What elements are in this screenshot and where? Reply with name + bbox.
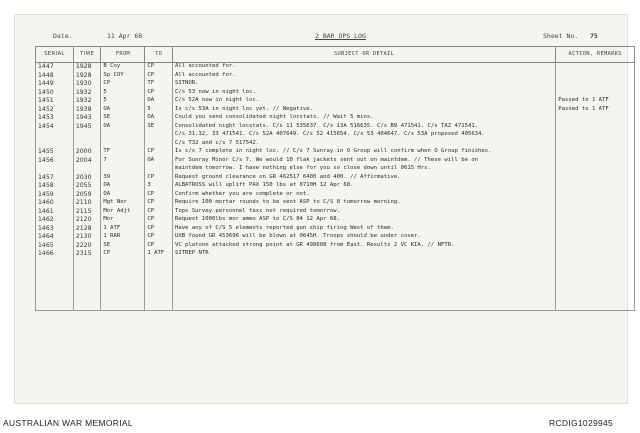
subject-cell: Could you send consolidated night locstats. // Wait 5 mins. — [172, 114, 555, 123]
table-row — [36, 165, 635, 174]
from-cell: SE — [101, 114, 145, 123]
empty-cell — [172, 284, 555, 293]
serial-cell: 1452 — [36, 106, 74, 115]
table-row — [36, 80, 635, 89]
from-cell: 1 RAR — [101, 233, 145, 242]
footer-id: RCDIG1029945 — [549, 418, 614, 428]
table-row — [36, 123, 635, 132]
serial-cell: 1449 — [36, 80, 74, 89]
ops-log-table — [35, 46, 635, 311]
table-row — [36, 148, 635, 157]
subject-cell: maintdem tomorrow. I have nothing else for you so close down until 0615 Hrs. — [172, 165, 555, 174]
serial-cell: 1450 — [36, 89, 74, 98]
empty-cell — [172, 267, 555, 276]
from-cell: Mor Adjt — [101, 208, 145, 217]
table-row — [36, 174, 635, 183]
empty-cell — [36, 284, 74, 293]
to-cell: CP — [145, 72, 173, 81]
action-cell — [556, 242, 635, 251]
log-title: 2 BAR OPS LOG — [315, 32, 366, 40]
subject-cell: C/s 52A now in night loc. — [172, 97, 555, 106]
empty-cell — [145, 276, 173, 285]
table-row — [36, 106, 635, 115]
to-cell — [145, 131, 173, 140]
table-row — [36, 89, 635, 98]
action-cell — [556, 233, 635, 242]
serial-cell: 1453 — [36, 114, 74, 123]
empty-cell — [556, 284, 635, 293]
log-sheet — [14, 14, 628, 404]
action-cell — [556, 208, 635, 217]
action-cell: Passed to 1 ATF — [556, 97, 635, 106]
from-cell: OA — [101, 123, 145, 132]
from-cell: 39 — [101, 174, 145, 183]
to-cell: 5 — [145, 106, 173, 115]
table-row — [36, 63, 635, 72]
subject-cell: Is c/s 53A in night loc yet. // Negative. — [172, 106, 555, 115]
empty-row — [36, 267, 635, 276]
time-cell: 2004 — [73, 157, 101, 166]
to-cell: CP — [145, 208, 173, 217]
empty-cell — [556, 276, 635, 285]
footer-credit: AUSTRALIAN WAR MEMORIAL — [3, 418, 133, 428]
date-label: Date. — [53, 32, 73, 40]
action-cell — [556, 199, 635, 208]
subject-cell: Is c/s 7 complete in night loc. // C/s 7 Sunray in O Group will confirm when O Group finishes. — [172, 148, 555, 157]
table-header-row — [36, 47, 635, 63]
to-cell: CP — [145, 225, 173, 234]
to-cell: CP — [145, 199, 173, 208]
serial-cell: 1458 — [36, 182, 74, 191]
to-cell: CP — [145, 148, 173, 157]
action-cell — [556, 157, 635, 166]
serial-cell: 1461 — [36, 208, 74, 217]
serial-cell: 1459 — [36, 191, 74, 200]
action-cell — [556, 148, 635, 157]
time-cell: 2115 — [73, 208, 101, 217]
subject-cell: Tops Survey personnel taxx not required tomorrow. — [172, 208, 555, 217]
sheet-value: 75 — [590, 32, 598, 40]
time-cell: 2030 — [73, 174, 101, 183]
action-cell — [556, 225, 635, 234]
date-value: 11 Apr 68 — [107, 32, 143, 40]
subject-cell: C/s 53 now in night loc. — [172, 89, 555, 98]
empty-cell — [73, 293, 101, 302]
to-cell: CP — [145, 63, 173, 72]
col-action: ACTION, REMARKS — [556, 47, 635, 63]
subject-cell: All accounted for. — [172, 63, 555, 72]
from-cell: OA — [101, 191, 145, 200]
action-cell — [556, 63, 635, 72]
serial-cell: 1447 — [36, 63, 74, 72]
table-row — [36, 208, 635, 217]
empty-cell — [172, 259, 555, 268]
subject-cell: Confirm whether you are complete or not. — [172, 191, 555, 200]
table-row — [36, 191, 635, 200]
table-row — [36, 114, 635, 123]
empty-cell — [172, 293, 555, 302]
serial-cell: 1463 — [36, 225, 74, 234]
from-cell: OA — [101, 106, 145, 115]
serial-cell: 1457 — [36, 174, 74, 183]
subject-cell: C/s 31,32, 33 471541. C/s 52A 407649. C/s 52 415654. C/s 53 404647. C/s 53A proposed 405634. — [172, 131, 555, 140]
time-cell: 2220 — [73, 242, 101, 251]
subject-cell: UXB found GR 453696 will be blown at 0645H. Troops should be under cover. — [172, 233, 555, 242]
empty-cell — [145, 284, 173, 293]
table-row — [36, 199, 635, 208]
subject-cell: All accounted for. — [172, 72, 555, 81]
empty-cell — [101, 293, 145, 302]
empty-cell — [36, 267, 74, 276]
subject-cell: For Sunray Minor C/s 7. We would 10 flak jackets sent out on maintdem. // These will be on — [172, 157, 555, 166]
time-cell: 2120 — [73, 216, 101, 225]
to-cell: CP — [145, 216, 173, 225]
subject-cell: Request ground clearance on GR 462517 6400 and 400. // Affirmative. — [172, 174, 555, 183]
empty-cell — [36, 276, 74, 285]
empty-cell — [172, 276, 555, 285]
empty-row — [36, 284, 635, 293]
from-cell — [101, 140, 145, 149]
table-row — [36, 182, 635, 191]
time-cell: 1938 — [73, 106, 101, 115]
col-to: TO — [145, 47, 173, 63]
action-cell — [556, 191, 635, 200]
empty-cell — [36, 301, 74, 310]
time-cell: 1930 — [73, 80, 101, 89]
empty-cell — [172, 301, 555, 310]
from-cell: CP — [101, 80, 145, 89]
empty-cell — [101, 259, 145, 268]
from-cell: 7 — [101, 157, 145, 166]
to-cell: OA — [145, 97, 173, 106]
serial-cell: 1454 — [36, 123, 74, 132]
to-cell: CP — [145, 89, 173, 98]
empty-cell — [36, 259, 74, 268]
action-cell — [556, 216, 635, 225]
time-cell: 1932 — [73, 89, 101, 98]
subject-cell: Have any of C/S 5 elements reported gun ship firing West of them. — [172, 225, 555, 234]
subject-cell: ALBATROSS will uplift PAX 150 lbs at 0710H 12 Apr 68. — [172, 182, 555, 191]
table-row — [36, 225, 635, 234]
serial-cell — [36, 131, 74, 140]
empty-cell — [556, 259, 635, 268]
action-cell — [556, 165, 635, 174]
to-cell — [145, 140, 173, 149]
empty-cell — [73, 259, 101, 268]
subject-cell: Require 100 mortar rounds to be sent ASP to C/S 8 tomorrow morning. — [172, 199, 555, 208]
table-row — [36, 242, 635, 251]
table-row — [36, 233, 635, 242]
time-cell: 1945 — [73, 123, 101, 132]
from-cell: 5 — [101, 89, 145, 98]
empty-cell — [145, 301, 173, 310]
empty-row — [36, 259, 635, 268]
col-time: TIME — [73, 47, 101, 63]
from-cell: 1 ATF — [101, 225, 145, 234]
subject-cell: Consolidated night locstats. C/s 11 535637. C/s 13A 516635. C/s B9 471541. C/s TAZ 471541. — [172, 123, 555, 132]
from-cell: Mgt Nor — [101, 199, 145, 208]
to-cell: CP — [145, 242, 173, 251]
time-cell: 2000 — [73, 148, 101, 157]
table-row — [36, 250, 635, 259]
empty-row — [36, 276, 635, 285]
time-cell: 2059 — [73, 191, 101, 200]
serial-cell: 1460 — [36, 199, 74, 208]
action-cell — [556, 89, 635, 98]
empty-cell — [101, 276, 145, 285]
table-body — [36, 63, 635, 311]
serial-cell: 1466 — [36, 250, 74, 259]
time-cell: 2128 — [73, 225, 101, 234]
time-cell: 2110 — [73, 199, 101, 208]
time-cell — [73, 131, 101, 140]
to-cell: SE — [145, 123, 173, 132]
to-cell: CP — [145, 174, 173, 183]
action-cell — [556, 182, 635, 191]
time-cell: 1928 — [73, 72, 101, 81]
from-cell: CP — [101, 250, 145, 259]
action-cell — [556, 140, 635, 149]
from-cell: OA — [101, 182, 145, 191]
empty-cell — [36, 293, 74, 302]
from-cell — [101, 131, 145, 140]
from-cell: Mor — [101, 216, 145, 225]
empty-cell — [556, 301, 635, 310]
to-cell: TF — [145, 80, 173, 89]
to-cell: 3 — [145, 182, 173, 191]
to-cell: CP — [145, 233, 173, 242]
action-cell — [556, 123, 635, 132]
serial-cell: 1456 — [36, 157, 74, 166]
action-cell — [556, 80, 635, 89]
table-row — [36, 131, 635, 140]
action-cell — [556, 174, 635, 183]
time-cell: 1932 — [73, 97, 101, 106]
subject-cell: VC platoon attacked strong point at GR 498608 from East. Results 2 VC KIA. // NFTR. — [172, 242, 555, 251]
empty-cell — [73, 284, 101, 293]
to-cell: CP — [145, 191, 173, 200]
empty-cell — [556, 293, 635, 302]
subject-cell: SITREP NTR — [172, 250, 555, 259]
serial-cell: 1462 — [36, 216, 74, 225]
serial-cell: 1465 — [36, 242, 74, 251]
serial-cell: 1451 — [36, 97, 74, 106]
empty-cell — [101, 267, 145, 276]
empty-cell — [556, 267, 635, 276]
empty-cell — [145, 293, 173, 302]
to-cell — [145, 165, 173, 174]
empty-cell — [101, 301, 145, 310]
action-cell — [556, 131, 635, 140]
empty-cell — [73, 267, 101, 276]
to-cell: 1 ATF — [145, 250, 173, 259]
to-cell: OA — [145, 157, 173, 166]
from-cell: Sp COY — [101, 72, 145, 81]
time-cell — [73, 165, 101, 174]
action-cell — [556, 250, 635, 259]
serial-cell: 1455 — [36, 148, 74, 157]
table-row — [36, 216, 635, 225]
time-cell: 1943 — [73, 114, 101, 123]
empty-cell — [145, 267, 173, 276]
from-cell: B Coy — [101, 63, 145, 72]
time-cell: 2055 — [73, 182, 101, 191]
empty-cell — [101, 284, 145, 293]
sheet-label: Sheet No. — [543, 32, 579, 40]
subject-cell: Request 1000lbs mor ammo ASP to C/S 84 12 Apr 68. — [172, 216, 555, 225]
empty-cell — [73, 301, 101, 310]
empty-row — [36, 293, 635, 302]
col-from: FROM — [101, 47, 145, 63]
from-cell: SE — [101, 242, 145, 251]
empty-row — [36, 301, 635, 310]
from-cell: TF — [101, 148, 145, 157]
table-row — [36, 97, 635, 106]
time-cell: 2315 — [73, 250, 101, 259]
table-row — [36, 140, 635, 149]
table-row — [36, 72, 635, 81]
to-cell: OA — [145, 114, 173, 123]
time-cell: 2130 — [73, 233, 101, 242]
time-cell: 1928 — [73, 63, 101, 72]
serial-cell — [36, 140, 74, 149]
subject-cell: C/s T32 and c/s 7 517542. — [172, 140, 555, 149]
serial-cell: 1448 — [36, 72, 74, 81]
col-subject: SUBJECT OR DETAIL — [172, 47, 555, 63]
time-cell — [73, 140, 101, 149]
serial-cell: 1464 — [36, 233, 74, 242]
action-cell: Passed to 1 ATF — [556, 106, 635, 115]
action-cell — [556, 72, 635, 81]
from-cell: 5 — [101, 97, 145, 106]
col-serial: SERIAL — [36, 47, 74, 63]
empty-cell — [145, 259, 173, 268]
serial-cell — [36, 165, 74, 174]
subject-cell: SITNOR. — [172, 80, 555, 89]
action-cell — [556, 114, 635, 123]
empty-cell — [73, 276, 101, 285]
from-cell — [101, 165, 145, 174]
table-row — [36, 157, 635, 166]
